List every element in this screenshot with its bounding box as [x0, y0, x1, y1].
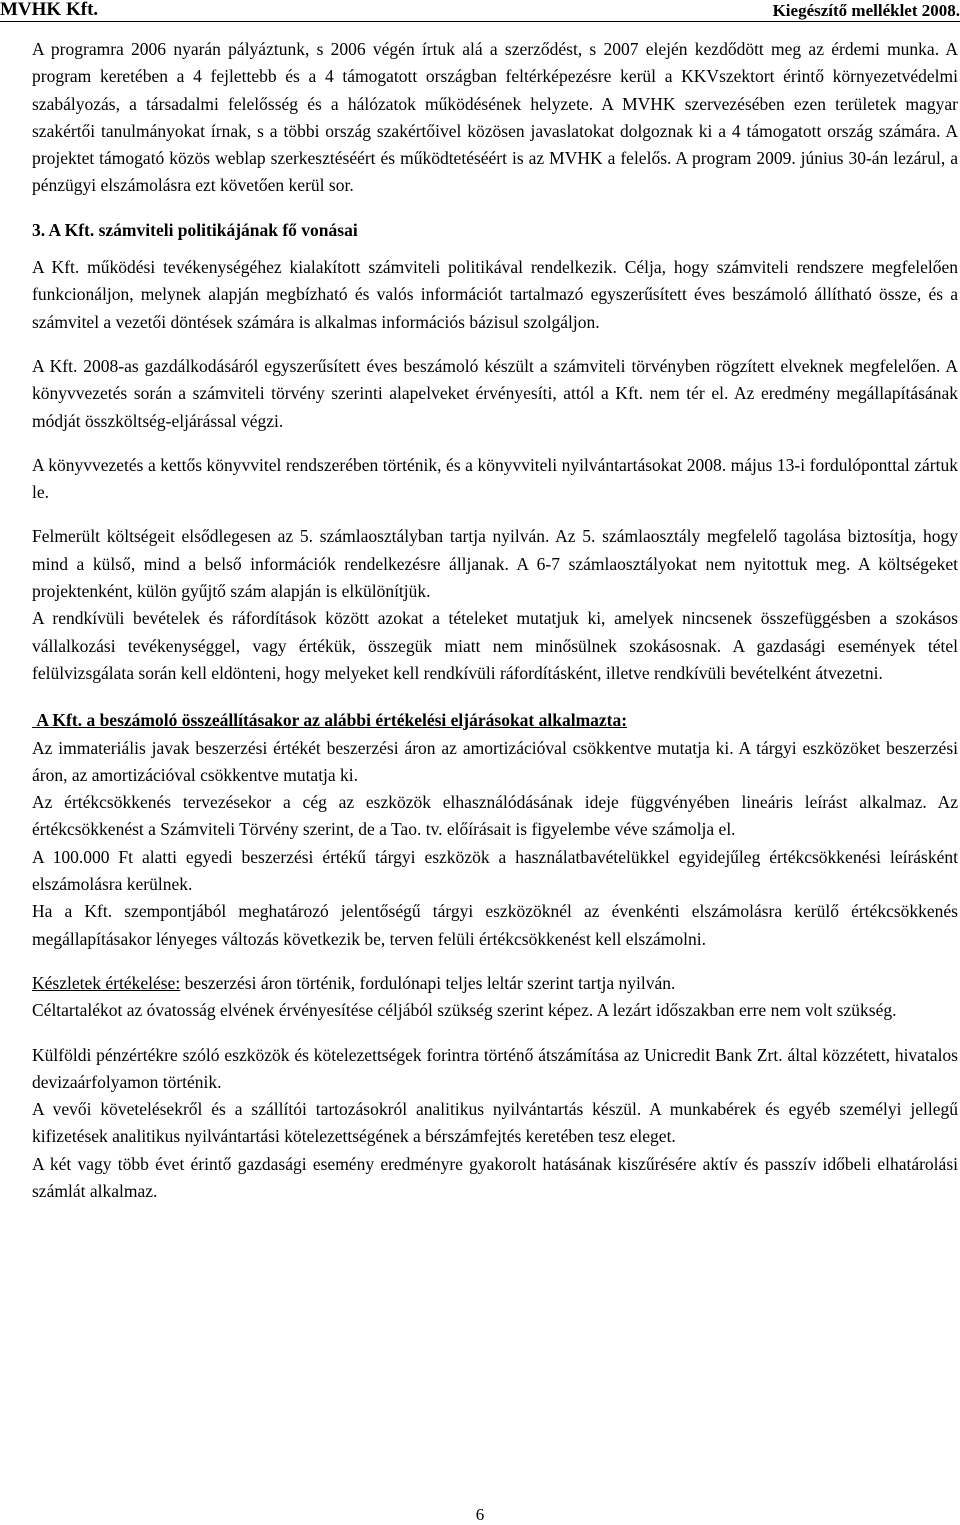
paragraph-bookkeeping: A könyvvezetés a kettős könyvvitel rendszerében történik, és a könyvviteli nyilvántartásokat 2008. május 13-i fordulóponttal zártuk le. [32, 454, 958, 503]
inventory-label: Készletek értékelése: [32, 972, 181, 993]
paragraph-extraordinary: A rendkívüli bevételek és ráfordítások között azokat a tételeket mutatjuk ki, amelyek nincsenek összefüggésben a szokásos vállalkozási tevékenységgel, vagy értékük, összegük miatt nem minősülnek szokásosnak. A gazdasági események tétel felülvizsgálata során kell eldönteni, hogy melyeket kell rendkívüli ráfordításként, illetve rendkívüli bevételként átvezetni. [32, 608, 958, 683]
page-body [32, 36, 958, 1205]
page-number: 6 [475, 1505, 485, 1524]
paragraph-depreciation: Az értékcsökkenés tervezésekor a cég az eszközök elhasználódásának ideje függvényében lineáris leírást alkalmaz. Az értékcsökkenést a Számviteli Törvény szerint, de a Tao. tv. előírásait is figyelembe véve számolja el. [32, 792, 958, 840]
paragraph-annual-report: A Kft. 2008-as gazdálkodásáról egyszerűsített éves beszámoló készült a számviteli törvényben rögzített elveknek megfelelően. A könyvvezetés során a számviteli törvény szerinti alapelveket érvényesíti, attól a Kft. nem tér el. Az eredmény megállapításának módját összköltség-eljárással végzi. [32, 355, 958, 431]
section-title: 3. A Kft. számviteli politikájának fő vonásai [32, 219, 358, 240]
paragraph-extra-depreciation: Ha a Kft. szempontjából meghatározó jelentőségű tárgyi eszközöknél az évenkénti elszámolásra kerülő értékcsökkenés megállapításakor lényeges változás következik be, terven felüli értékcsökkenést kell elszámolni. [32, 901, 958, 949]
paragraph-low-value-assets: A 100.000 Ft alatti egyedi beszerzési értékű tárgyi eszközök a használatbavételükkel egyidejűleg értékcsökkenési leírásként elszámolásra kerülnek. [32, 846, 958, 895]
paragraph-provisions: Céltartalékot az óvatosság elvének érvényesítése céljából szükség szerint képez. A lezárt időszakban erre nem volt szükség. [32, 1000, 897, 1021]
page-header [0, 0, 960, 22]
paragraph-inventory: Készletek értékelése: beszerzési áron történik, fordulónapi teljes leltár szerint tartja nyilván. [32, 972, 676, 993]
paragraph-accruals: A két vagy több évet érintő gazdasági esemény eredményre gyakorolt hatásának kiszűrésére aktív és passzív időbeli elhatárolási számlát alkalmaz. [32, 1153, 958, 1201]
paragraph-program: A programra 2006 nyarán pályáztunk, s 2006 végén írtuk alá a szerződést, s 2007 elején kezdődött meg az érdemi munka. A program keretében a 4 fejlettebb és a 4 támogatott országban feltérképezésre kerül a KKVszektort érintő környezetvédelmi szabályozás, a társadalmi felelősség és a hálózatok működésének helyzete. A MVHK szervezésében ezen területek magyar szakértői tanulmányokat írnak, s a többi ország szakértőivel közösen javaslatokat dolgoznak ki a 4 támogatott ország számára. A projektet támogató közös weblap szerkesztéséért és működtetéséért is az MVHK a felelős. A program 2009. június 30-án lezárul, a pénzügyi elszámolásra ezt követően kerül sor. [32, 39, 958, 196]
header-company: MVHK Kft. [0, 0, 99, 20]
paragraph-foreign-currency: Külföldi pénzértékre szóló eszközök és kötelezettségek forintra történő átszámítása az Unicredit Bank Zrt. által közzétett, hivatalos devizaárfolyamon történik. [32, 1044, 958, 1092]
header-document-title: Kiegészítő melléklet 2008. [772, 1, 960, 20]
valuation-subheading: A Kft. a beszámoló összeállításakor az alábbi értékelési eljárásokat alkalmazta: [36, 710, 628, 731]
paragraph-costs: Felmerült költségeit elsődlegesen az 5. számlaosztályban tartja nyilván. Az 5. számlaosztály megfelelő tagolása biztosítja, hogy mind a külső, mind a belső információk rendelkezésre álljanak. A 6-7 számlaosztályokat nem nyitottuk meg. A költségeket projektenként, külön gyűjtő szám alapján is elkülönítjük. [32, 526, 958, 602]
paragraph-accounting-policy: A Kft. működési tevékenységéhez kialakított számviteli politikával rendelkezik. Célja, hogy számviteli rendszere megfelelően funkcionáljon, melynek alapján megbízható és valós információt tartalmazó egyszerűsített éves beszámoló állítható össze, és a számvitel a vezetői döntések számára is alkalmas információs bázisul szolgáljon. [32, 257, 958, 332]
paragraph-intangibles: Az immateriális javak beszerzési értékét beszerzési áron az amortizációval csökkentve mutatja ki. A tárgyi eszközöket beszerzési áron, az amortizációval csökkentve mutatja ki. [32, 737, 958, 785]
paragraph-receivables: A vevői követelésekről és a szállítói tartozásokról analitikus nyilvántartás készül. A munkabérek és egyéb személyi jellegű kifizetések analitikus nyilvántartási kötelezettségének a bérszámfejtés keretében tesz eleget. [32, 1099, 958, 1147]
